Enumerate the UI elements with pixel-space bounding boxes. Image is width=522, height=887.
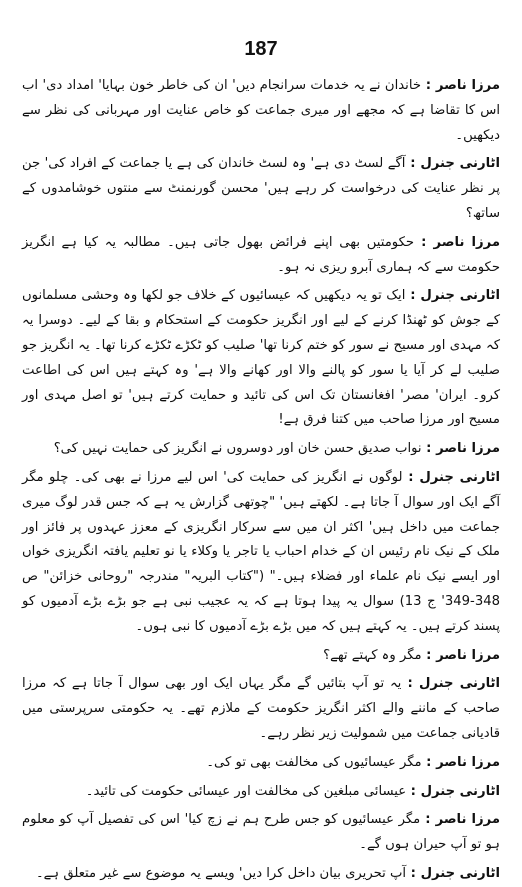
speaker-name: مرزا ناصر bbox=[433, 234, 500, 250]
dialogue-text: لوگوں نے انگریز کی حمایت کی' اس لیے مرزا نے بھی کی۔ چلو مگر آگے ایک اور سوال آ جاتا ہے۔ لکھتے ہیں' "چوتھی گزارش یہ ہے کہ جس قدر لوگ میری جماعت میں داخل ہیں' اکثر ان میں سے سرکار انگریزی کے معزز عہدوں پر فائز اور ملک کے نیک نام رئیس ان کے خدام احباب یا تاجر یا وکلاء یا نو تعلیم یافتہ انگریزی خواں اور ایسے نیک نام علماء اور فضلاء ہیں۔" ("کتاب البریہ" مندرجہ "روحانی خزائن" ص 348-349' ج 13) سوال یہ پیدا ہوتا ہے کہ یہ عجیب نبی ہے جو بڑے بڑے آدمیوں کو پسند کرتے ہیں۔ یہ کہتے ہیں کہ میں بڑے بڑے آدمیوں کا نبی ہوں۔ bbox=[22, 469, 500, 634]
speaker-name: اٹارنی جنرل bbox=[420, 865, 500, 881]
dialogue-text: خاندان نے یہ خدمات سرانجام دیں' ان کی خاطر خون بہایا' امداد دی' اب اس کا تقاضا ہے کہ مجھے اور میری جماعت کو خاص عنایت اور مہربانی کی نظر سے دیکھیں۔ bbox=[22, 78, 500, 143]
dialogue-paragraph: مرزا ناصر : مگر وہ کہتے تھے؟ bbox=[323, 647, 500, 663]
dialogue-text: مگر عیسائیوں کو جس طرح ہم نے زچ کیا' اس کی تفصیل آپ کو معلوم ہو تو آپ حیران ہوں گے۔ bbox=[22, 812, 500, 853]
speaker-name: مرزا ناصر bbox=[436, 441, 500, 457]
dialogue-paragraph: اٹارنی جنرل : آپ تحریری بیان داخل کرا دیں' ویسے یہ موضوع سے غیر متعلق ہے۔ bbox=[35, 865, 500, 881]
dialogue-paragraph: اٹارنی جنرل : یہ تو آپ بتائیں گے مگر یہاں ایک اور بھی سوال آ جاتا ہے کہ مرزا صاحب کے ماننے والے اکثر انگریز حکومت کے ملازم تھے۔ یہ حکومتی سرپرستی میں قادیانی جماعت میں شمولیت زیر نظر رہے۔ bbox=[22, 676, 500, 741]
dialogue-paragraph: اٹارنی جنرل : ایک تو یہ دیکھیں کہ عیسائیوں کے خلاف جو لکھا وہ وحشی مسلمانوں کے جوش کو ٹھنڈا کرنے کے لیے اور انگریز حکومت کے استحکام و بقا کے لیے۔ دوسرا یہ کہ مہدی اور مسیح نے سور کو ختم کرنا تھا' صلیب کو ٹکڑے ٹکڑے کرنا تھا۔ یہ انگریز جو صلیب لے کر آیا یا سور کو پالنے والا اور کھانے والا ہے' وہ کہتے ہیں اس کی اطاعت کرو۔ ایران' مصر' افغانستان تک اس کی تائید و حمایت کرتے ہیں' تو اصل مہدی اور مسیح اور مرزا صاحب میں کتنا فرق ہے! bbox=[22, 288, 501, 428]
dialogue-paragraph: مرزا ناصر : نواب صدیق حسن خان اور دوسروں نے انگریز کی حمایت نہیں کی؟ bbox=[53, 441, 500, 457]
dialogue-paragraph: مرزا ناصر : خاندان نے یہ خدمات سرانجام دیں' ان کی خاطر خون بہایا' امداد دی' اب اس کا تقاضا ہے کہ مجھے اور میری جماعت کو خاص عنایت اور مہربانی کی نظر سے دیکھیں۔ bbox=[22, 78, 500, 143]
dialogue-text: آپ تحریری بیان داخل کرا دیں' ویسے یہ موضوع سے غیر متعلق ہے۔ bbox=[35, 865, 407, 881]
dialogue-paragraph: اٹارنی جنرل : لوگوں نے انگریز کی حمایت کی' اس لیے مرزا نے بھی کی۔ چلو مگر آگے ایک اور سوال آ جاتا ہے۔ لکھتے ہیں' "چوتھی گزارش یہ ہے کہ جس قدر لوگ میری جماعت میں داخل ہیں' اکثر ان میں سے سرکار انگریزی کے معزز عہدوں پر فائز اور ملک کے نیک نام رئیس ان کے خدام احباب یا تاجر یا وکلاء یا نو تعلیم یافتہ انگریزی خواں اور ایسے نیک نام علماء اور فضلاء ہیں۔" ("کتاب البریہ" مندرجہ "روحانی خزائن" ص 348-349' ج 13) سوال یہ پیدا ہوتا ہے کہ یہ عجیب نبی ہے جو بڑے بڑے آدمیوں کو پسند کرتے ہیں۔ یہ کہتے ہیں کہ میں بڑے بڑے آدمیوں کا نبی ہوں۔ bbox=[22, 469, 500, 634]
dialogue-text: حکومتیں بھی اپنے فرائض بھول جاتی ہیں۔ مطالبہ یہ کیا ہے انگریز حکومت سے کہ ہماری آبرو ریزی نہ ہو۔ bbox=[22, 234, 500, 275]
dialogue-paragraph: اٹارنی جنرل : عیسائی مبلغین کی مخالفت اور عیسائی حکومت کی تائید۔ bbox=[85, 783, 500, 799]
speaker-name: اٹارنی جنرل bbox=[420, 156, 500, 172]
speaker-name: اٹارنی جنرل bbox=[420, 783, 500, 799]
speaker-name: اٹارنی جنرل bbox=[419, 469, 500, 485]
speaker-name: اٹارنی جنرل bbox=[418, 676, 500, 692]
speaker-name: مرزا ناصر bbox=[436, 754, 500, 770]
speaker-name: اٹارنی جنرل bbox=[420, 288, 501, 304]
dialogue-text: یہ تو آپ بتائیں گے مگر یہاں ایک اور بھی سوال آ جاتا ہے کہ مرزا صاحب کے ماننے والے اکثر انگریز حکومت کے ملازم تھے۔ یہ حکومتی سرپرستی میں قادیانی جماعت میں شمولیت زیر نظر رہے۔ bbox=[22, 676, 500, 741]
transcript-body bbox=[22, 74, 500, 887]
dialogue-text: عیسائی مبلغین کی مخالفت اور عیسائی حکومت کی تائید۔ bbox=[85, 783, 407, 799]
dialogue-paragraph: مرزا ناصر : مگر عیسائیوں کو جس طرح ہم نے زچ کیا' اس کی تفصیل آپ کو معلوم ہو تو آپ حیران ہوں گے۔ bbox=[22, 812, 500, 853]
speaker-name: مرزا ناصر bbox=[436, 647, 500, 663]
dialogue-text: نواب صدیق حسن خان اور دوسروں نے انگریز کی حمایت نہیں کی؟ bbox=[53, 441, 422, 457]
dialogue-text: آگے لسٹ دی ہے' وہ لسٹ خاندان کی ہے یا جماعت کے افراد کی' جن پر نظر عنایت کی درخواست کر رہے ہیں' محسن گورنمنٹ سے منتوں خوشامدوں کے ساتھ؟ bbox=[22, 156, 500, 221]
dialogue-text: مگر عیسائیوں کی مخالفت بھی تو کی۔ bbox=[206, 754, 422, 770]
speaker-name: مرزا ناصر bbox=[435, 78, 500, 93]
dialogue-paragraph: مرزا ناصر : حکومتیں بھی اپنے فرائض بھول جاتی ہیں۔ مطالبہ یہ کیا ہے انگریز حکومت سے کہ ہماری آبرو ریزی نہ ہو۔ bbox=[22, 234, 500, 275]
dialogue-text: مگر وہ کہتے تھے؟ bbox=[323, 647, 422, 663]
speaker-name: مرزا ناصر bbox=[435, 812, 500, 828]
dialogue-text: ایک تو یہ دیکھیں کہ عیسائیوں کے خلاف جو لکھا وہ وحشی مسلمانوں کے جوش کو ٹھنڈا کرنے کے لیے اور انگریز حکومت کے استحکام و بقا کے لیے۔ دوسرا یہ کہ مہدی اور مسیح نے سور کو ختم کرنا تھا' صلیب کو ٹکڑے ٹکڑے کرنا تھا۔ یہ انگریز جو صلیب لے کر آیا یا سور کو پالنے والا اور کھانے والا ہے' وہ کہتے ہیں اس کی اطاعت کرو۔ ایران' مصر' افغانستان تک اس کی تائید و حمایت کرتے ہیں' تو اصل مہدی اور مسیح اور مرزا صاحب میں کتنا فرق ہے! bbox=[22, 288, 500, 428]
dialogue-paragraph: مرزا ناصر : مگر عیسائیوں کی مخالفت بھی تو کی۔ bbox=[206, 754, 500, 770]
dialogue-paragraph: اٹارنی جنرل : آگے لسٹ دی ہے' وہ لسٹ خاندان کی ہے یا جماعت کے افراد کی' جن پر نظر عنایت کی درخواست کر رہے ہیں' محسن گورنمنٹ سے منتوں خوشامدوں کے ساتھ؟ bbox=[22, 156, 500, 221]
page-number: 187 bbox=[244, 38, 278, 60]
